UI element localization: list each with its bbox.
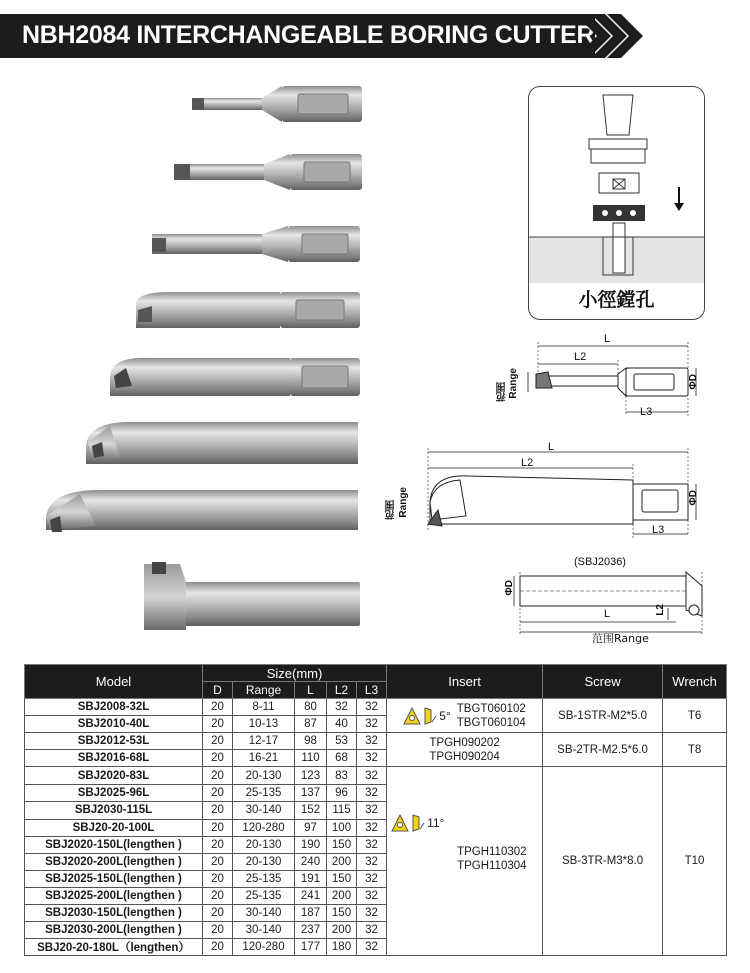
dim-label-L-sbj2036: L [604,608,611,620]
insert-angle: 5° [439,708,451,723]
cell-l: 177 [295,939,327,956]
cell-l: 240 [295,853,327,870]
cell-d: 20 [203,836,233,853]
cell-d: 20 [203,699,233,716]
cell-d: 20 [203,905,233,922]
cell-l3: 32 [357,853,387,870]
page-title: NBH2084 INTERCHANGEABLE BORING CUTTER [22,21,595,49]
cell-l2: 68 [327,750,357,767]
cell-l: 241 [295,887,327,904]
cell-l2: 115 [327,802,357,819]
header-size: Size(mm) [203,665,387,682]
cell-l: 191 [295,870,327,887]
cell-l: 152 [295,802,327,819]
dim-label-L2: L2 [574,351,587,363]
insert-code: TBGT060102 [456,702,526,715]
model-note: (SBJ2036) [574,556,626,568]
cell-l3: 32 [357,767,387,785]
cell-l: 87 [295,716,327,733]
header-l2: L2 [327,682,357,699]
header-d: D [203,682,233,699]
insert-code: TPGH090202 [429,736,500,749]
dim-label-L: L [604,333,611,345]
dim-label-diameter-sbj2036: ΦD [504,580,515,596]
cell-range: 120-280 [233,939,295,956]
table-row [25,699,727,716]
cell-l2: 150 [327,905,357,922]
cell-range: 20-130 [233,767,295,785]
cell-d: 20 [203,802,233,819]
cell-l3: 32 [357,785,387,802]
header-l: L [295,682,327,699]
triangle-insert-icon [391,813,425,833]
cell-l: 187 [295,905,327,922]
cell-l3: 32 [357,836,387,853]
cutter-illustrations [0,70,380,670]
cell-range: 20-130 [233,836,295,853]
cell-model: SBJ2025-150L(lengthen ) [25,870,203,887]
dim-label-L2-large: L2 [521,457,534,469]
cutter-sbj2025 [86,422,358,464]
cell-d: 20 [203,733,233,750]
cutter-sbj2008 [192,86,362,122]
cell-d: 20 [203,750,233,767]
cell-l2: 150 [327,870,357,887]
dimension-diagram-sbj2036 [496,568,710,638]
dim-label-L3: L3 [640,406,653,418]
cell-l: 80 [295,699,327,716]
dimension-diagram-small [500,336,710,426]
cell-model: SBJ2016-68L [25,750,203,767]
cell-model: SBJ2020-200L(lengthen ) [25,853,203,870]
cutter-sbj2010 [174,154,362,190]
dim-label-L-large: L [548,441,555,453]
chevron-arrows-icon [575,14,650,58]
cell-model: SBJ2030-115L [25,802,203,819]
screw-group-2: SB-2TR-M2.5*6.0 [543,733,663,767]
table-row [25,767,727,785]
cell-model: SBJ2020-150L(lengthen ) [25,836,203,853]
cell-range: 30-140 [233,802,295,819]
cutter-sbj2012 [152,226,360,262]
cell-d: 20 [203,785,233,802]
header-l3: L3 [357,682,387,699]
dim-label-L2-sbj2036: L2 [655,604,666,616]
insert-code: TBGT060104 [456,716,526,729]
cell-l2: 40 [327,716,357,733]
cell-l3: 32 [357,905,387,922]
dim-label-diameter: ΦD [688,374,699,390]
header-wrench: Wrench [663,665,727,699]
cell-l3: 32 [357,802,387,819]
cell-l3: 32 [357,939,387,956]
title-banner [0,14,645,58]
cell-model: SBJ2030-150L(lengthen ) [25,905,203,922]
cell-l: 97 [295,819,327,836]
cell-range: 25-135 [233,870,295,887]
cell-range: 30-140 [233,905,295,922]
dim-label-range-en: Range [508,368,519,399]
cell-l: 110 [295,750,327,767]
cell-l2: 53 [327,733,357,750]
cell-l: 137 [295,785,327,802]
cell-l3: 32 [357,870,387,887]
insert-code: TPGH110302 [457,846,527,859]
header-range: Range [233,682,295,699]
cell-model: SBJ2020-83L [25,767,203,785]
insert-code: TPGH090204 [429,750,500,763]
cell-l3: 32 [357,699,387,716]
insert-angle: 11° [427,816,445,831]
cell-model: SBJ20-20-180L（lengthen） [25,939,203,956]
cell-l2: 200 [327,922,357,939]
header-insert: Insert [387,665,543,699]
cell-d: 20 [203,887,233,904]
dim-label-range-en-large: Range [398,487,409,518]
machine-caption: 小徑鏜孔 [578,289,655,311]
triangle-insert-icon [403,706,437,726]
cell-l: 123 [295,767,327,785]
cell-model: SBJ20-20-100L [25,819,203,836]
cell-d: 20 [203,870,233,887]
dim-label-bottom-range: 范围Range [592,632,649,645]
cell-l: 237 [295,922,327,939]
cell-d: 20 [203,819,233,836]
cell-range: 8-11 [233,699,295,716]
cell-model: SBJ2030-200L(lengthen ) [25,922,203,939]
cutter-sbj20-20 [144,562,360,630]
cell-range: 12-17 [233,733,295,750]
cell-l: 190 [295,836,327,853]
cell-l2: 32 [327,699,357,716]
cell-range: 20-130 [233,853,295,870]
cell-range: 16-21 [233,750,295,767]
cell-model: SBJ2012-53L [25,733,203,750]
spindle-drawing [529,87,705,283]
dim-label-diameter-large: ΦD [688,490,699,506]
cell-d: 20 [203,853,233,870]
cell-model: SBJ2025-96L [25,785,203,802]
cell-range: 25-135 [233,887,295,904]
insert-code: TPGH110304 [457,860,527,873]
wrench-group-2: T8 [663,733,727,767]
dim-label-L3-large: L3 [652,524,665,536]
cell-model: SBJ2025-200L(lengthen ) [25,887,203,904]
cell-l3: 32 [357,819,387,836]
insert-group-2-3 [387,733,543,956]
dim-label-range-cn: 范围 [497,382,508,402]
header-model: Model [25,665,203,699]
cell-l3: 32 [357,750,387,767]
machine-diagram [528,86,705,320]
cell-l2: 180 [327,939,357,956]
cell-d: 20 [203,716,233,733]
wrench-group-1: T6 [663,699,727,733]
wrench-group-3: T10 [663,767,727,956]
cell-l2: 200 [327,887,357,904]
cell-l2: 83 [327,767,357,785]
cell-range: 25-135 [233,785,295,802]
screw-group-3: SB-3TR-M3*8.0 [543,767,663,956]
cell-l3: 32 [357,922,387,939]
insert-group-1 [387,699,543,733]
cell-l2: 100 [327,819,357,836]
cell-d: 20 [203,767,233,785]
header-screw: Screw [543,665,663,699]
cell-d: 20 [203,939,233,956]
cell-range: 120-280 [233,819,295,836]
cell-d: 20 [203,922,233,939]
cell-model: SBJ2010-40L [25,716,203,733]
cutter-sbj2016 [136,292,360,328]
cell-l3: 32 [357,716,387,733]
cell-l2: 150 [327,836,357,853]
cell-range: 30-140 [233,922,295,939]
cutter-sbj2020 [110,358,360,396]
cell-l: 98 [295,733,327,750]
dim-label-range-cn-large: 范围 [386,500,397,520]
cell-l2: 200 [327,853,357,870]
cell-range: 10-13 [233,716,295,733]
table-row [25,733,727,750]
cell-l3: 32 [357,733,387,750]
cell-l2: 96 [327,785,357,802]
cutter-sbj2030 [46,490,358,532]
cell-model: SBJ2008-32L [25,699,203,716]
spec-table [24,664,727,956]
cell-l3: 32 [357,887,387,904]
screw-group-1: SB-1STR-M2*5.0 [543,699,663,733]
